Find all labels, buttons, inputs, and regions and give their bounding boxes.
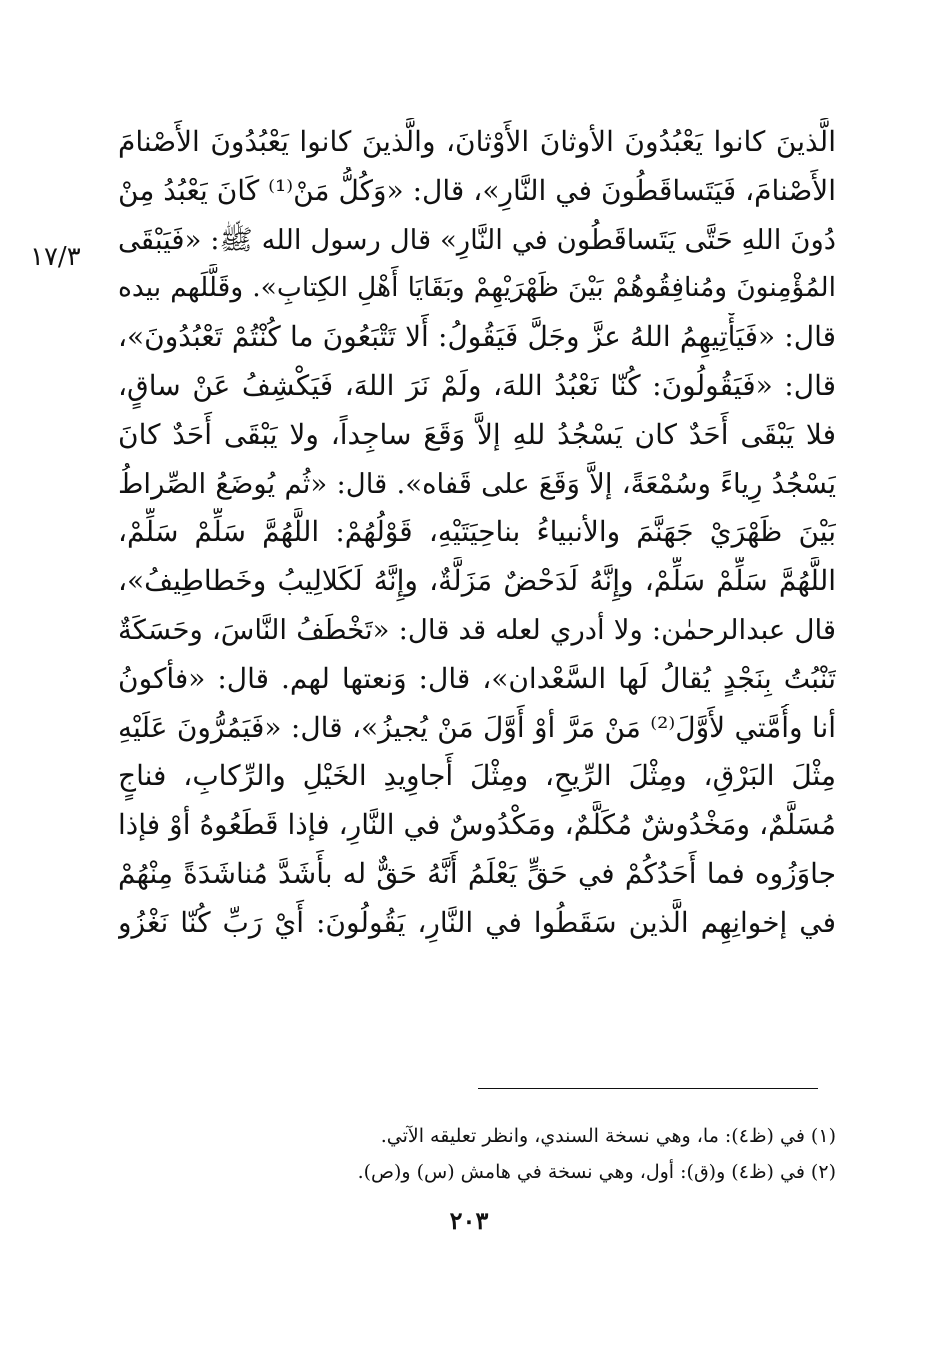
text-line-9: بَيْنَ ظَهْرَيْ جَهَنَّمَ والأنبياءُ بناحِيَتَيْهِ، قَوْلُهُمْ: اللَّهُمَّ سَلِّمْ سَلِّمْ، xyxy=(118,515,836,549)
text-line-8: يَسْجُدُ رِياءً وسُمْعَةً، إلاَّ وَقَعَ على قَفاه». قال: «ثُم يُوضَعُ الصِّراطُ xyxy=(118,467,836,500)
text-line-6: قال: «فَيَقُولُونَ: كُنّا نَعْبُدُ اللهَ، ولَمْ نَرَ اللهَ، فَيَكْشِفُ عَنْ ساقٍ، xyxy=(118,368,836,402)
text-line-17: في إخوانِهِم الَّذين سَقَطُوا في النَّارِ، يَقُولُونَ: أَيْ رَبِّ كُنّا نَغْزُو xyxy=(118,905,836,939)
text-line-3: دُونَ اللهِ حَتَّى يَتَساقَطُون في النَّارِ» قال رسول الله ﷺ: «فَيَبْقَى xyxy=(118,223,836,256)
text-line-12: تَنْبُتُ بِنَجْدٍ يُقالُ لَها السَّعْدان»، قال: وَنعتها لهم. قال: «فأكونُ xyxy=(118,661,836,695)
text-line-5: قال: «فَيَأْتِيهِمُ اللهُ عزَّ وجَلَّ فَيَقُولُ: أَلا تَتْبَعُونَ ما كُنْتُمْ تَعْبُدُونَ»، xyxy=(118,320,836,354)
main-text-block xyxy=(118,118,836,948)
text-line-13: أنا وأُمَّتي لأَوَّلَ⁽²⁾ مَنْ مَرَّ أوْ أَوَّلَ مَنْ يُجيزُ»، قال: «فَيَمُرُّونَ عَلَيْهِ xyxy=(118,710,836,744)
text-line-1: الَّذينَ كانوا يَعْبُدُونَ الأوثانَ الأَوْثانَ، والَّذينَ كانوا يَعْبُدُونَ الأَصْنامَ xyxy=(118,125,836,158)
text-line-4: المُؤْمِنونَ ومُنافِقُوهُمْ بَيْنَ ظَهْرَيْهِمْ وبَقَايَا أَهْلِ الكِتابِ». وقَلَّلَهم بيده xyxy=(118,272,836,304)
text-line-7: فلا يَبْقَى أَحَدٌ كان يَسْجُدُ للهِ إلاَّ وَقَعَ ساجِداً، ولا يَبْقَى أَحَدٌ كانَ xyxy=(118,417,836,451)
footnote-1: (١) في (ظ٤): ما، وهي نسخة السندي، وانظر تعليقه الآتي. xyxy=(380,1125,836,1147)
margin-volume-page-reference: ١٧/٣ xyxy=(30,242,81,272)
footnotes xyxy=(118,1118,836,1190)
footnote-separator-rule xyxy=(478,1088,818,1089)
text-line-15: مُسَلَّمٌ، ومَخْدُوشٌ مُكَلَّمٌ، ومَكْدُوسٌ في النَّارِ، فإذا قَطَعُوهُ أوْ فإذا xyxy=(118,808,836,842)
text-line-14: مِثْلَ البَرْقِ، ومِثْلَ الرِّيحِ، ومِثْلَ أَجاوِيدِ الخَيْلِ والرِّكابِ، فناجٍ xyxy=(118,759,836,793)
text-line-10: اللَّهُمَّ سَلِّمْ سَلِّمْ، وإِنَّهُ لَدَحْضٌ مَزَلَّةٌ، وإِنَّهُ لَكَلالِيبُ وخَطاطِيفُ»، xyxy=(118,564,836,598)
footnote-2: (٢) في (ظ٤) و(ق): أول، وهي نسخة في هامش (س) و(ص). xyxy=(357,1161,836,1183)
page-number: ٢٠٣ xyxy=(449,1206,489,1235)
text-line-2: الأَصْنامَ، فَيَتَساقَطُونَ في النَّارِ»، قال: «وَكُلُّ مَنْ⁽¹⁾ كَانَ يَعْبُدُ مِنْ xyxy=(118,173,836,207)
text-line-16: جاوَزُوه فما أَحَدُكُمْ في حَقٍّ يَعْلَمُ أَنَّهُ حَقٌّ له بأَشَدَّ مُناشَدَةً مِنْهُمْ xyxy=(118,856,836,890)
text-line-11: قال عبدالرحمٰن: ولا أدري لعله قد قال: «تَخْطَفُ النَّاسَ، وحَسَكَةٌ xyxy=(118,613,836,646)
